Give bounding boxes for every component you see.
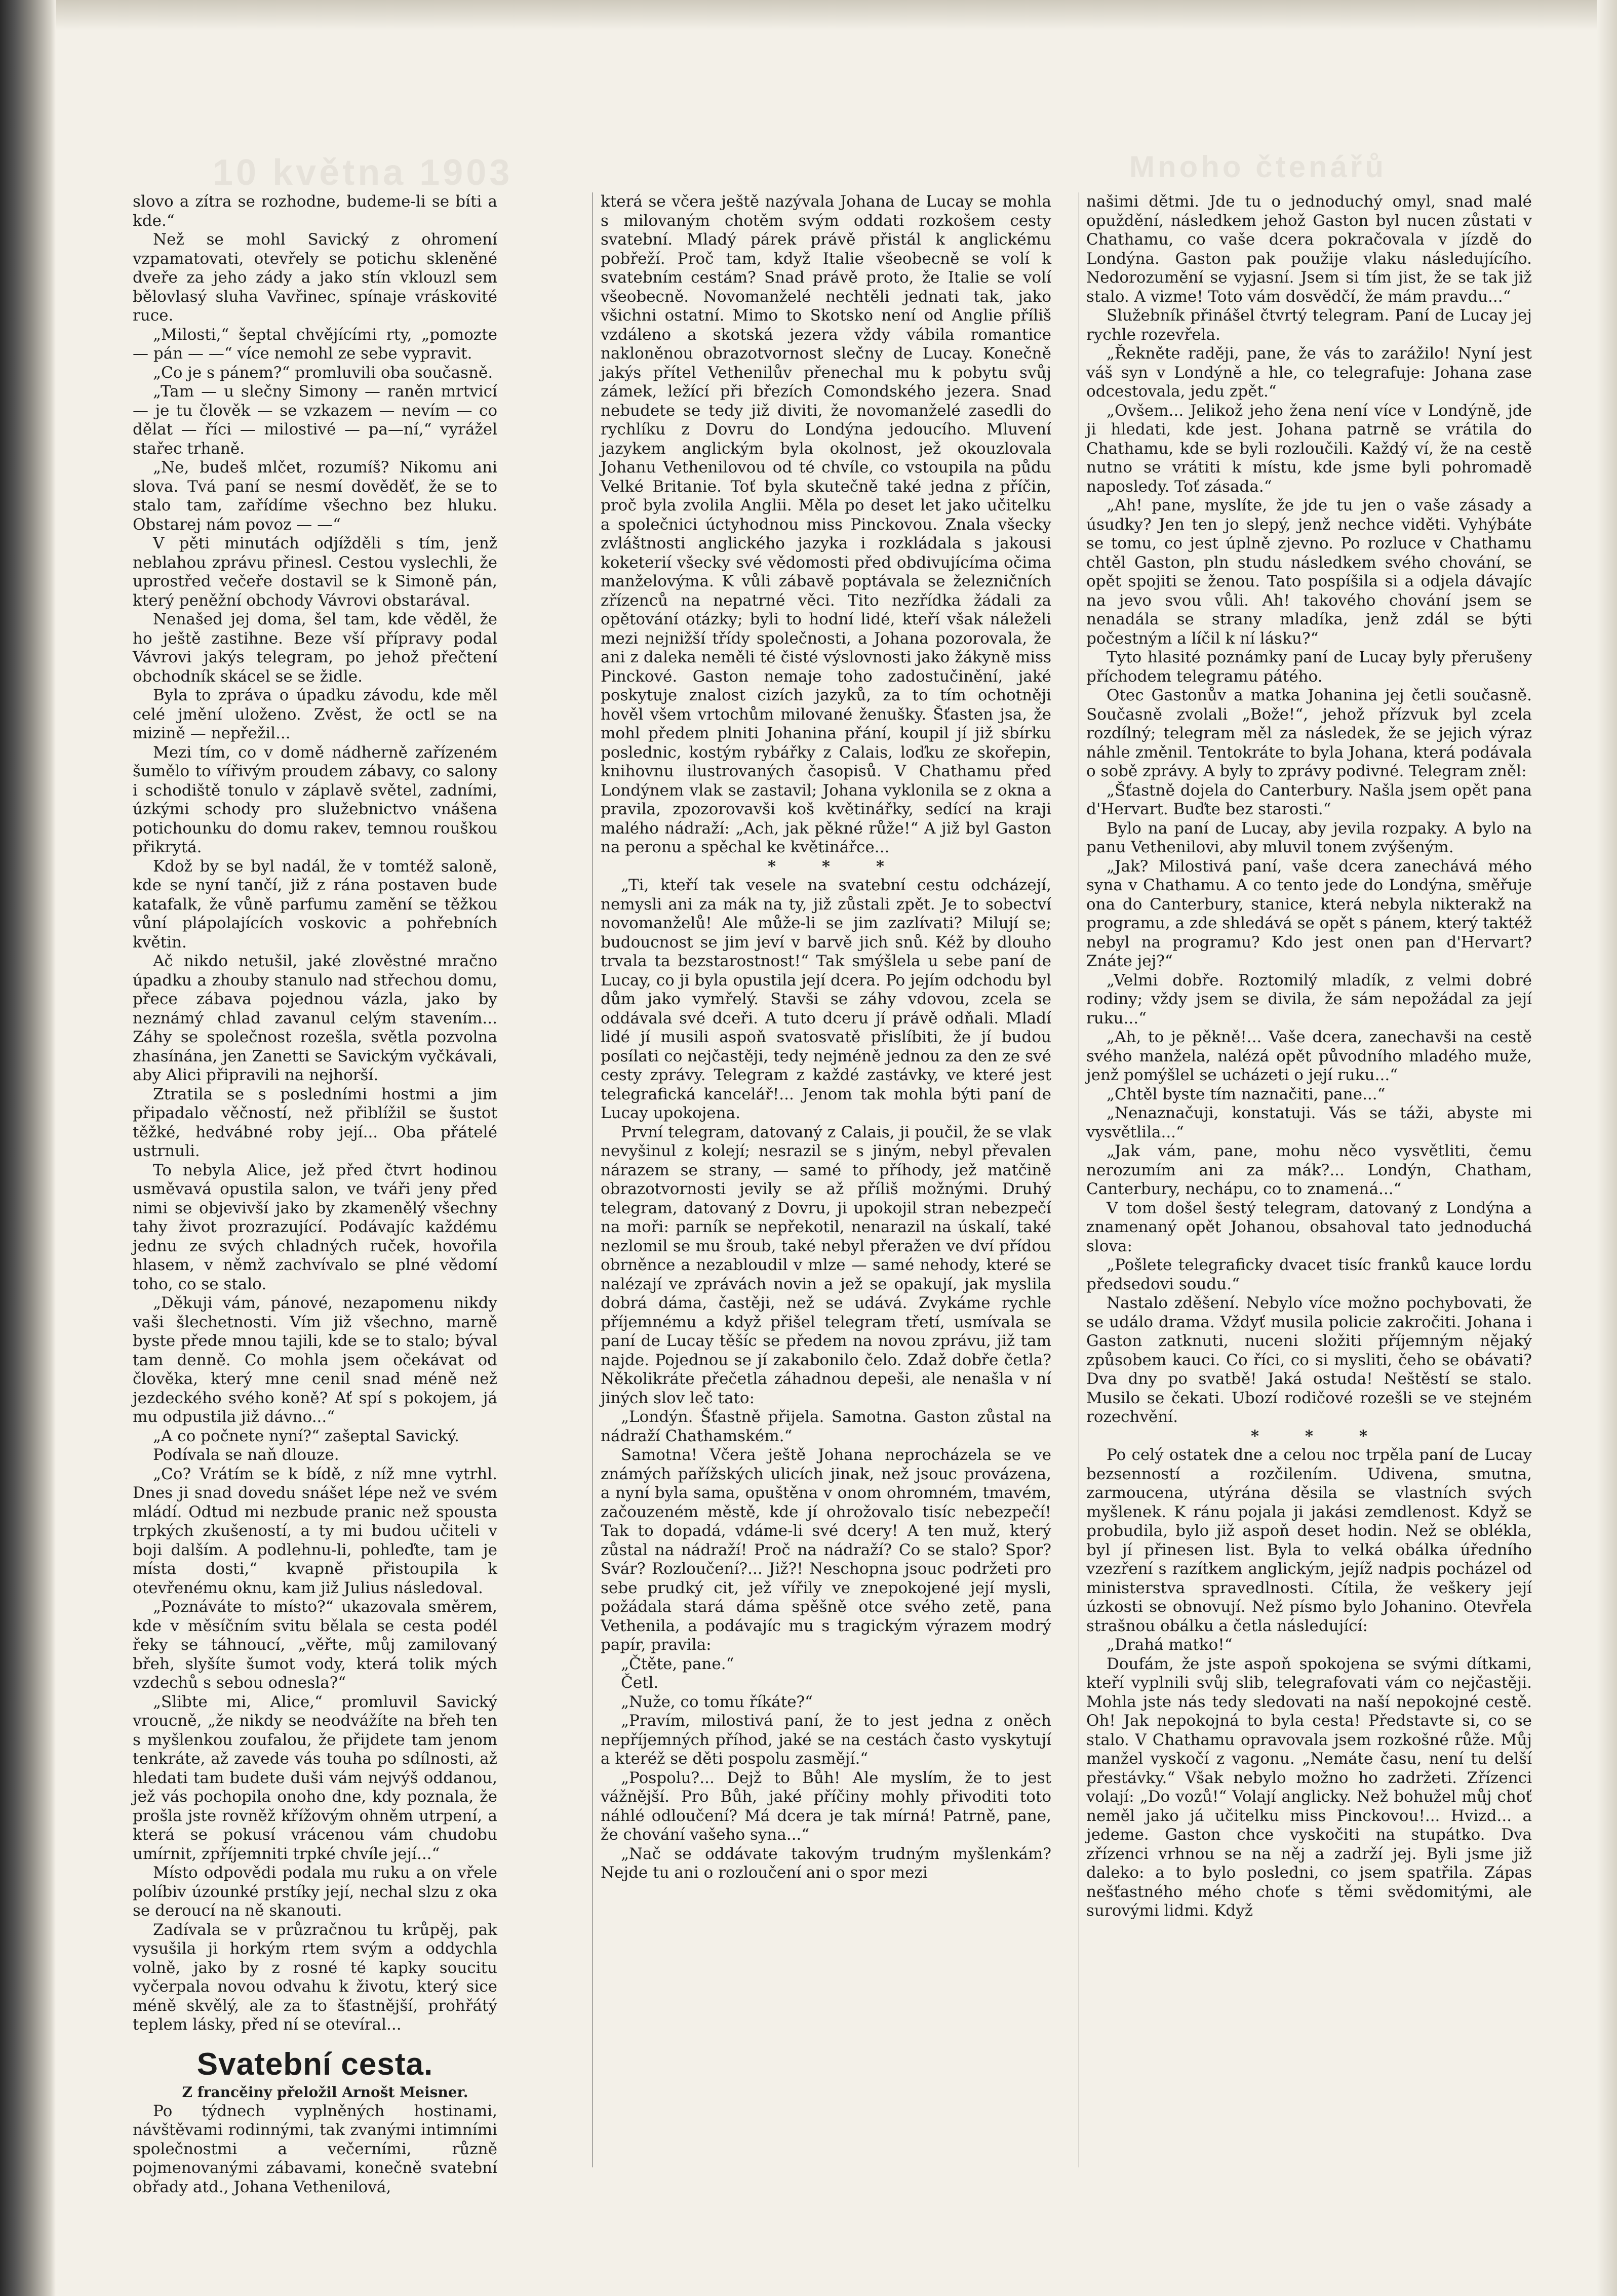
paragraph: Po celý ostatek dne a celou noc trpěla paní de Lucay bezsenností a rozčilením. Udivena, smutna, zarmoucena, utýrána děsila se vlastních svých myšlenek. K ránu pojala ji jakási zemdlenost. Když se probudila, bylo již aspoň deset hodin. Než se oblékla, byl jí přinesen list. Byla to velká obálka úředního vzezření s razítkem anglickým, jejíž nadpis pocházel od ministerstva spravedlnosti. Cítila, že veškery její úzkosti se obnovují. Než písmo bylo Johanino. Otevřela strašnou obálku a četla následující: [1086,1446,1532,1635]
paragraph: slovo a zítra se rozhodne, budeme-li se bíti a kde.“ [133,192,497,230]
paragraph: V pěti minutách odjížděli s tím, jenž neblahou zprávu přinesl. Cestou vyslechli, že uprostřed večeře dostavil se k Simoně pán, který peněžní obchody Vávrovi obstarával. [133,534,497,610]
paragraph: „Ah! pane, myslíte, že jde tu jen o vaše zásady a úsudky? Jen ten jo slepý, jenž nechce viděti. Vyhýbáte se tomu, co jest úplně zjevno. Po rozluce v Chathamu chtěl Gaston, pln studu následkem svého chování, se opět spojiti se ženou. Tato pospíšila si a odjela dávajíc na jevo svou vůli. Ah! takového chování jsem se nenadála se strany mladíka, jenž zdál se býti počestným a líčil k ní lásku?“ [1086,496,1532,648]
paragraph: Tyto hlasité poznámky paní de Lucay byly přerušeny příchodem telegramu pátého. [1086,648,1532,686]
paragraph: Samotna! Včera ještě Johana neprocházela se ve známých pařížských ulicích jinak, než jsouc provázena, a nyní byla sama, opuštěna v onom ohromném, tmavém, začouzeném městě, kde jí ohrožovalo tisíc nebezpečí! Tak to dopadá, vdáme-li své dcery! A ten muž, který zůstal na nádraží! Proč na nádraží? Co se stalo? Spor? Svár? Rozloučení?... Již?! Neschopna jsouc podržeti pro sebe prudký cit, jež vířily ve znepokojené její mysli, požádala stará dáma spěšně otce svého zetě, pana Vethenila, a podávajíc mu s tragickým výrazem modrý papír, pravila: [601,1446,1051,1654]
paragraph: „Šťastně dojela do Canterbury. Našla jsem opět pana d'Hervart. Buďte bez starosti.“ [1086,781,1532,818]
binding-edge [0,0,56,2296]
paragraph: „Ne, budeš mlčet, rozumíš? Nikomu ani slova. Tvá paní se nesmí dověděť, že se to stalo tam, zařídíme všechno bez hluku. Obstarej nám povoz — —“ [133,458,497,534]
top-shadow [56,0,1617,30]
paragraph: „Jak vám, pane, mohu něco vysvětliti, čemu nerozumím ani za mák?... Londýn, Chatham, Canterbury, nechápu, co to znamená...“ [1086,1142,1532,1198]
right-edge [1597,0,1617,2296]
paragraph: Nenašed jej doma, šel tam, kde věděl, že ho ještě zastihne. Beze vší přípravy podal Vávrovi jakýs telegram, po jehož přečtení obchodník skácel se se židle. [133,610,497,686]
section-separator: * * * [1250,1427,1388,1445]
column-3 [1086,192,1532,1921]
paragraph: „Drahá matko!“ [1107,1636,1233,1654]
paragraph: „Děkuji vám, pánové, nezapomenu nikdy vaši šlechetnosti. Vím již všechno, marně byste přede mnou tajili, kde se to stalo; býval tam denně. Co mohla jsem očekávat od člověka, který mne cenil snad méně než jezdeckého svého koně? Ať spí s pokojem, já mu odpustila již dávno...“ [133,1294,497,1426]
paragraph: „Ti, kteří tak vesele na svatební cestu odcházejí, nemysli ani za mák na ty, již zůstali zpět. Je to sobectví novomanželů! Ale může-li se jim zazlívati? Milují se; budoucnost se jim jeví v barvě jich snů. Kéž by dlouho trvala ta bezstarostnost!“ Tak smýšlela u sebe paní de Lucay, co ji byla opustila její dcera. Po jejím odchodu byl dům jako vymřelý. Stavši se záhy vdovou, zcela se oddávala své dceři. A tuto dceru jí právě odňali. Mladí lidé jí musili aspoň svatosvatě přislíbiti, že jí budou posílati co nejčastěji, tedy nejméně jednou za den ze své cesty zprávy. Telegram z každé zastávky, ve které jest telegrafická kancelář!... Jenom tak mohla býti paní de Lucay upokojena. [601,876,1051,1122]
column-1 [133,192,497,2197]
paragraph: Doufám, že jste aspoň spokojena se svými dítkami, kteří vyplnili svůj slib, telegrafovati vám co nejčastěji. Mohla jste nás tedy sledovati na naší nepokojné cestě. Oh! Jak nepokojná to byla cesta! Představte si, co se stalo. V Chathamu opravovala jsem rozkošné růže. Můj manžel vyskočí z vagonu. „Nemáte času, není tu delší přestávky.“ Však nebylo možno ho zadržeti. Zřízenci volají: „Do vozů!“ Volají anglicky. Než bohužel můj choť neměl jako já učitelku miss Pinckovou!... Hvizd... a jedeme. Gaston chce vyskočiti na stupátko. Dva zřízenci vrhnou se na něj a zadrží jej. Byli jsme již daleko: a to bylo posledni, co jsem spatřila. Zápas nešťastného mého choťe s těmi svědomitými, ale surovými lidmi. Když [1086,1654,1532,1920]
paragraph: „Chtěl byste tím naznačiti, pane...“ [1107,1085,1386,1103]
paragraph: „Milosti,“ šeptal chvějícími rty, „pomozte — pán — —“ více nemohl ze sebe vypravit. [133,325,497,363]
paragraph: Otec Gastonův a matka Johanina jej četli současně. Současně zvolali „Bože!“, jehož přízvuk byl zcela rozdílný; telegram měl za následek, že se jejich výraz náhle změnil. Tentokráte to byla Johana, která podávala o sobě zprávy. A byly to zprávy podivné. Telegram zněl: [1086,686,1532,780]
paragraph: „Řekněte raději, pane, že vás to zarážilo! Nyní jest váš syn v Londýně a hle, co telegrafuje: Johana zase odcestovala, jedu zpět.“ [1086,344,1532,401]
bleed-through-header: 10 května 1903 [213,152,513,193]
paragraph: „Londýn. Šťastně přijela. Samotna. Gaston zůstal na nádraží Chathamském.“ [601,1408,1051,1445]
paragraph: Ztratila se s posledními hostmi a jim připadalo věčností, než přiblížil se šustot těžké, hedvábné roby její... Oba přátelé ustrnuli. [133,1085,497,1160]
paragraph: Služebník přinášel čtvrtý telegram. Paní de Lucay jej rychle rozevřela. [1086,306,1532,344]
paragraph: „Pošlete telegraficky dvacet tisíc franků kauce lordu předsedovi soudu.“ [1086,1256,1532,1293]
paragraph: „Tam — u slečny Simony — raněn mrtvicí — je tu člověk — se vzkazem — nevím — co dělat — říci — milostivé — pa—ní,“ vyrážel stařec trhaně. [133,382,497,458]
paragraph: „Nuže, co tomu říkáte?“ [621,1692,813,1711]
paragraph: Po týdnech vyplněných hostinami, návštěvami rodinnými, tak zvanými intimními společnostmi a večerními, různě pojmenovanými zábavami, konečně svatební obřady atd., Johana Vethenilová, [133,2102,497,2196]
paragraph: Nastalo zděšení. Nebylo více možno pochybovati, že se událo drama. Vždyť musila policie zakročiti. Johana i Gaston zatknuti, nuceni složiti příjemným nějaký způsobem kauci. Co říci, co si mysliti, čeho se obávati? Dva dny po svatbě! Jaká ostuda! Neštěstí se stalo. Musilo se čekati. Ubozí rodičové rozešli se ve stejném rozechvění. [1086,1294,1532,1426]
paragraph: „Jak? Milostivá paní, vaše dcera zanechává mého syna v Chathamu. A co tento jede do Londýna, směřuje ona do Canterbury, stanice, která nebyla nikterakž na programu, a zde shledává se opět s pánem, který taktéž nebyl na programu? Kdo jest onen pan d'Hervart? Znáte jej?“ [1086,857,1532,970]
paragraph: našimi dětmi. Jde tu o jednoduchý omyl, snad malé opuždění, následkem jehož Gaston byl nucen zůstati v Chathamu, co vaše dcera pokračovala v jízdě do Londýna. Gaston pak použije vlaku následujícího. Nedorozumění se vyjasní. Jsem si tím jist, že se tak již stalo. A vizme! Toto vám dosvědčí, že mám pravdu...“ [1086,192,1532,306]
paragraph: Místo odpovědi podala mu ruku a on vřele políbiv úzounké prstíky její, nechal slzu z oka se deroucí na ně skanouti. [133,1864,497,1920]
column-2 [601,192,1051,1883]
paragraph: „Co? Vrátím se k bídě, z níž mne vytrhl. Dnes ji snad dovedu snášet lépe než ve svém mládí. Odtud mi nezbude pranic než spousta trpkých zkušeností, a ty mi budou učiteli v boji dalším. A podlehnu-li, pohleďte, tam je místa dosti,“ kvapně přistoupila k otevřenému oknu, kam již Julius následoval. [133,1464,497,1597]
paragraph: „Nač se oddávate takovým trudným myšlenkám? Nejde tu ani o rozloučení ani o spor mezi [601,1844,1051,1882]
paragraph: „Pravím, milostivá paní, že to jest jedna z oněch nepříjemných příhod, jaké se na cestách často vyskytují a kteréž se děti pospolu zasmějí.“ [601,1712,1051,1768]
paragraph: „Velmi dobře. Roztomilý mladík, z velmi dobré rodiny; vždy jsem se divila, že sám nepožádal za její ruku...“ [1086,971,1532,1027]
section-separator: * * * [767,857,905,876]
story-title: Svatební cesta. [196,2046,433,2082]
bleed-through-header-2: Mnoho čtenářů [1129,150,1387,184]
paragraph: Ač nikdo netušil, jaké zlověstné mračno úpadku a zhouby stanulo nad střechou domu, přece zábava pojednou vázla, jako by neznámý chlad zavanul celým stavením... Záhy se společnost rozešla, světla pozvolna zhasínána, jen Zanetti se Savickým vyčkávali, aby Alici připravili na nejhorší. [133,952,497,1084]
paragraph: „Poznáváte to místo?“ ukazovala směrem, kde v měsíčním svitu bělala se cesta podél řeky se táhnoucí, „věřte, můj zamilovaný břeh, slyšíte šumot vody, která tolik mých vzdechů s sebou odnesla?“ [133,1598,497,1692]
paragraph: „Nenaznačuji, konstatuji. Vás se táži, abyste mi vysvětlila...“ [1086,1104,1532,1141]
paragraph: „Pospolu?... Dejž to Bůh! Ale myslím, že to jest vážnější. Pro Bůh, jaké příčiny mohly přivoditi toto náhlé odloučení? Má dcera je tak mírná! Patrně, pane, že chování vašeho syna...“ [601,1768,1051,1844]
paragraph: „Čtěte, pane.“ [621,1654,734,1673]
paragraph: Podívala se naň dlouze. [153,1446,339,1464]
paragraph: „Co je s pánem?“ promluvili oba současně. [153,363,493,382]
translator-byline: Z francěiny přeložil Arnošt Meisner. [182,2084,468,2101]
paragraph: Zadívala se v průzračnou tu krůpěj, pak vysušila ji horkým rtem svým a oddychla volně, jako by z rosné té kapky soucitu vyčerpala novou odvahu k životu, který sice méně skvělý, ale za to šťastnější, prohřátý teplem lásky, před ní se otevíral... [133,1920,497,2034]
paragraph: Kdož by se byl nadál, že v tomtéž saloně, kde se nyní tančí, již z rána postaven bude katafalk, že vůně parfumu zamění se těžkou vůní plápolajících voskovic a pohřebních květin. [133,857,497,952]
paragraph: Byla to zpráva o úpadku závodu, kde měl celé jmění uloženo. Zvěst, že octl se na mizině — nepřežil... [133,686,497,742]
paragraph: Mezi tím, co v domě nádherně zařízeném šumělo to vířivým proudem zábavy, co salony i schodiště tonulo v záplavě světel, zadními, úzkými schody pro služebnictvo vnášena potichounku do domu rakev, temnou rouškou přikrytá. [133,743,497,856]
paragraph: Než se mohl Savický z ohromení vzpamatovati, otevřely se potichu skleněné dveře za jeho zády a jako stín vklouzl sem bělovlasý sluha Vavřinec, spínaje vráskovité ruce. [133,230,497,325]
paragraph: která se včera ještě nazývala Johana de Lucay se mohla s milovaným chotěm svým oddati rozkošem cesty svatební. Mladý párek právě přistál k anglickému pobřeží. Proč tam, když Italie všeobecně se volí k svatebním cestám? Snad právě proto, že Italie se volí všeobecně. Novomanželé nechtěli jednati tak, jako všichni ostatní. Mimo to Skotsko není od Anglie příliš vzdáleno a skotská jezera vždy vábila romantice nakloněnou obrazotvornost slečny de Lucay. Konečně jakýs přítel Vethenilův přenechal mu k pobytu svůj zámek, ležící při březích Comondského jezera. Snad nebudete se tedy již diviti, že novomanželé zasedli do rychlíku z Dovru do Londýna jedoucího. Mluvení jazykem anglickým byla okolnost, jež okouzlovala Johanu Vethenilovou od té chvíle, co vstoupila na půdu Velké Britanie. Toť byla skutečně také jedna z příčin, proč byla zvolila Anglii. Měla po deset let jako učitelku a společnici úctyhodnou miss Pinckovou. Znala všecky zvláštnosti anglického jazyka i rozkládala s jakousi koketerií všecky své vědomosti před obdivujícíma očima manželovýma. K vůli zábavě poptávala se železničních zřízenců na nepatrné věci. Tito nezřídka žádali za opětování otázky; byli to hodní lidé, kteří však náleželi mezi nejnižší třídy společnosti, a Johana pozorovala, že ani z daleka neměli té čisté výslovnosti jako žákyně miss Pinckové. Gaston nemaje toho zadostučinění, jaké poskytuje znalost cizích jazyků, za to tím ochotněji hověl všem vrtochům milované ženušky. Šťasten jsa, že mohl předem plniti Johanina přání, koupil jí již sbírku poslednic, kostým rybářky z Calais, loďku ze skořepin, knihovnu ilustrovaných časopisů. V Chathamu před Londýnem vlak se zastavil; Johana vyklonila se z okna a pravila, zpozorovavši koš květinářky, sedící na kraji malého nádraží: „Ach, jak pěkné růže!“ A již byl Gaston na peronu a spěchal ke květinářce... [601,192,1051,856]
paragraph: To nebyla Alice, jež před čtvrt hodinou usměvavá opustila salon, ve tváři jeny před nimi se objevivší jako by zkamenělý všechny tahy život prozrazující. Podávajíc každému jednu ze svých chladných ruček, hovořila hlasem, v němž zachvívalo se plné vědomí toho, co se stalo. [133,1161,497,1293]
paragraph: Bylo na paní de Lucay, aby jevila rozpaky. A bylo na panu Vethenilovi, aby mluvil tonem zvýšeným. [1086,819,1532,856]
paragraph: V tom došel šestý telegram, datovaný z Londýna a znamenaný opět Johanou, obsahoval tato jednoduchá slova: [1086,1199,1532,1255]
paragraph: „A co počnete nyní?“ zašeptal Savický. [153,1427,459,1445]
paragraph: Četl. [621,1674,659,1692]
paragraph: „Slibte mi, Alice,“ promluvil Savický vroucně, „že nikdy se neodvážíte na břeh ten s myšlenkou zoufalou, že přijdete tam jenom tenkráte, až zavede vás touha po sdílnosti, až hledati tam budete duši vám nejvýš oddanou, jež vás pochopila onoho dne, kdy poznala, že prošla jste rovněž křížovým ohněm utrpení, a která se pokusí vrácenou vám chudobu umírnit, zpříjemniti trpké chvíle její...“ [133,1692,497,1863]
paragraph: První telegram, datovaný z Calais, ji poučil, že se vlak nevyšinul z kolejí; nesrazil se s jiným, nebyl převalen nárazem se strany, — samé to příhody, jež matčině obrazotvornosti jevily se až příliš možnými. Druhý telegram, datovaný z Dovru, ji upokojil stran nebezpečí na moři: parník se nepřekotil, nenarazil na úskalí, také nezlomil se mu šroub, také nebyl přeražen ve dví přídou obrněnce a nezabloudil v mlze — samé nehody, které se nalézají ve zprávách novin a jež se opakují, jak myslila dobrá dáma, častěji, než se udává. Zvykáme rychle příjemnému a když přišel telegram třetí, usmívala se paní de Lucay těšíc se předem na novou zprávu, již tam najde. Pojednou se jí zakabonilo čelo. Zdaž dobře četla? Několikráte přečetla záhadnou depeši, ale nenašla v ní jiných slov leč tato: [601,1123,1051,1407]
paragraph: „Ovšem... Jelikož jeho žena není více v Londýně, jde ji hledati, kde jest. Johana patrně se vrátila do Chathamu, kde se byli rozloučili. Každý ví, že na cestě nutno se vrátiti k místu, kde jsme byli pohromadě naposledy. Toť zásada.“ [1086,401,1532,496]
paragraph: „Ah, to je pěkně!... Vaše dcera, zanechavši na cestě svého manžela, nalézá opět původního mladého muže, jenž pomýšlel se ucházeti o její ruku...“ [1086,1028,1532,1084]
